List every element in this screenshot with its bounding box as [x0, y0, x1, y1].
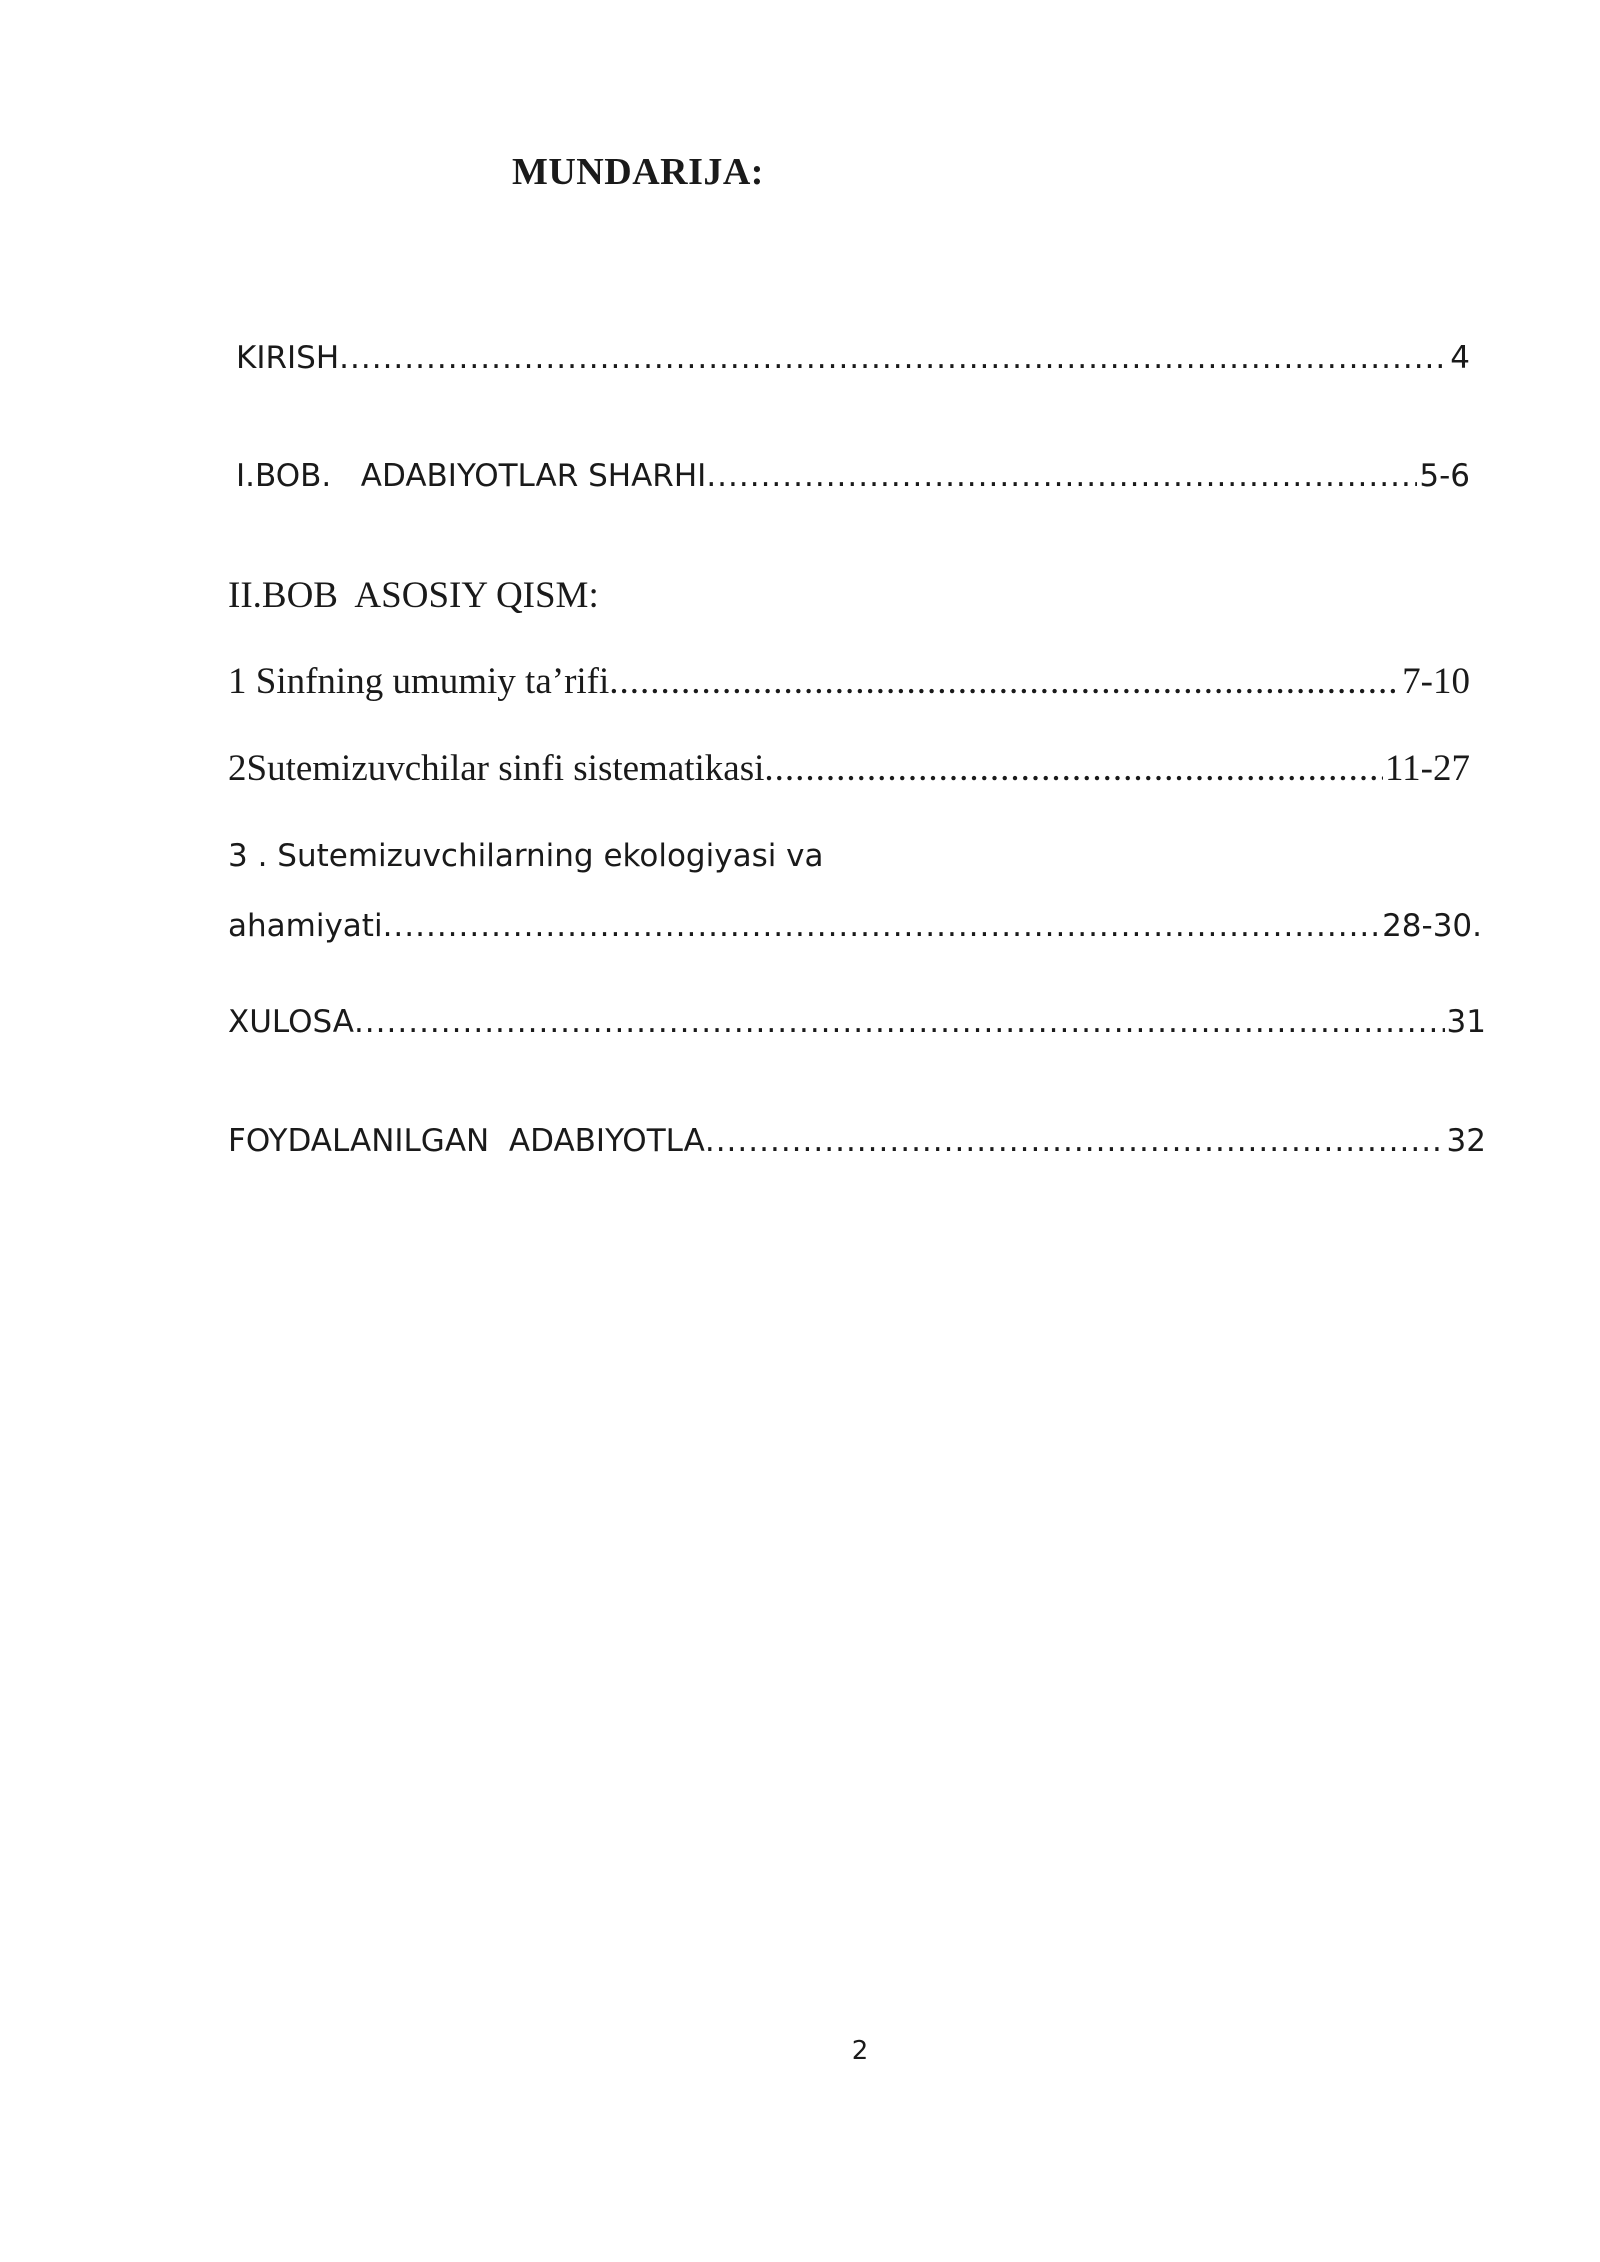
toc-entry-item2	[228, 747, 1470, 790]
toc-dot-leader	[383, 908, 1381, 944]
toc-entry-item1	[228, 660, 1470, 703]
toc-heading-bob2: II.BOB ASOSIY QISM:	[228, 575, 599, 616]
toc-page-number: 31	[1446, 1004, 1486, 1040]
toc-entry-label: 2Sutemizuvchilar sinfi sistematikasi	[228, 748, 765, 789]
toc-dot-leader	[706, 458, 1417, 494]
toc-page-number: 32	[1446, 1123, 1486, 1159]
toc-page-number: 28-30.	[1382, 908, 1482, 944]
toc-entry-label: I.BOB. ADABIYOTLAR SHARHI	[236, 458, 707, 494]
toc-entry-label: ahamiyati	[228, 908, 383, 944]
page-title: MUNDARIJA:	[512, 151, 764, 193]
toc-dot-leader	[609, 660, 1400, 703]
toc-entry-label: 1 Sinfning umumiy ta’rifi	[228, 661, 610, 702]
toc-dot-leader	[764, 747, 1383, 790]
toc-entry-adabiyotlar	[228, 1123, 1486, 1159]
toc-dot-leader	[339, 340, 1448, 376]
toc-entry-label: FOYDALANILGAN ADABIYOTLA	[228, 1123, 705, 1159]
toc-page-number: 7-10	[1402, 661, 1470, 702]
toc-entry-label: KIRISH	[236, 340, 340, 376]
toc-page-number: 11-27	[1385, 748, 1470, 789]
toc-dot-leader	[705, 1123, 1445, 1159]
toc-entry-item3-line1: 3 . Sutemizuvchilarning ekologiyasi va	[228, 838, 824, 874]
toc-page-number: 5-6	[1419, 458, 1470, 494]
toc-entry-item3-line2	[228, 908, 1482, 944]
toc-entry-bob1	[236, 458, 1470, 494]
toc-page-number: 4	[1450, 340, 1470, 376]
toc-dot-leader	[354, 1004, 1445, 1040]
toc-entry-label: XULOSA	[228, 1004, 354, 1040]
page-number: 2	[851, 2036, 869, 2066]
toc-entry-kirish	[236, 340, 1470, 376]
toc-entry-xulosa	[228, 1004, 1486, 1040]
